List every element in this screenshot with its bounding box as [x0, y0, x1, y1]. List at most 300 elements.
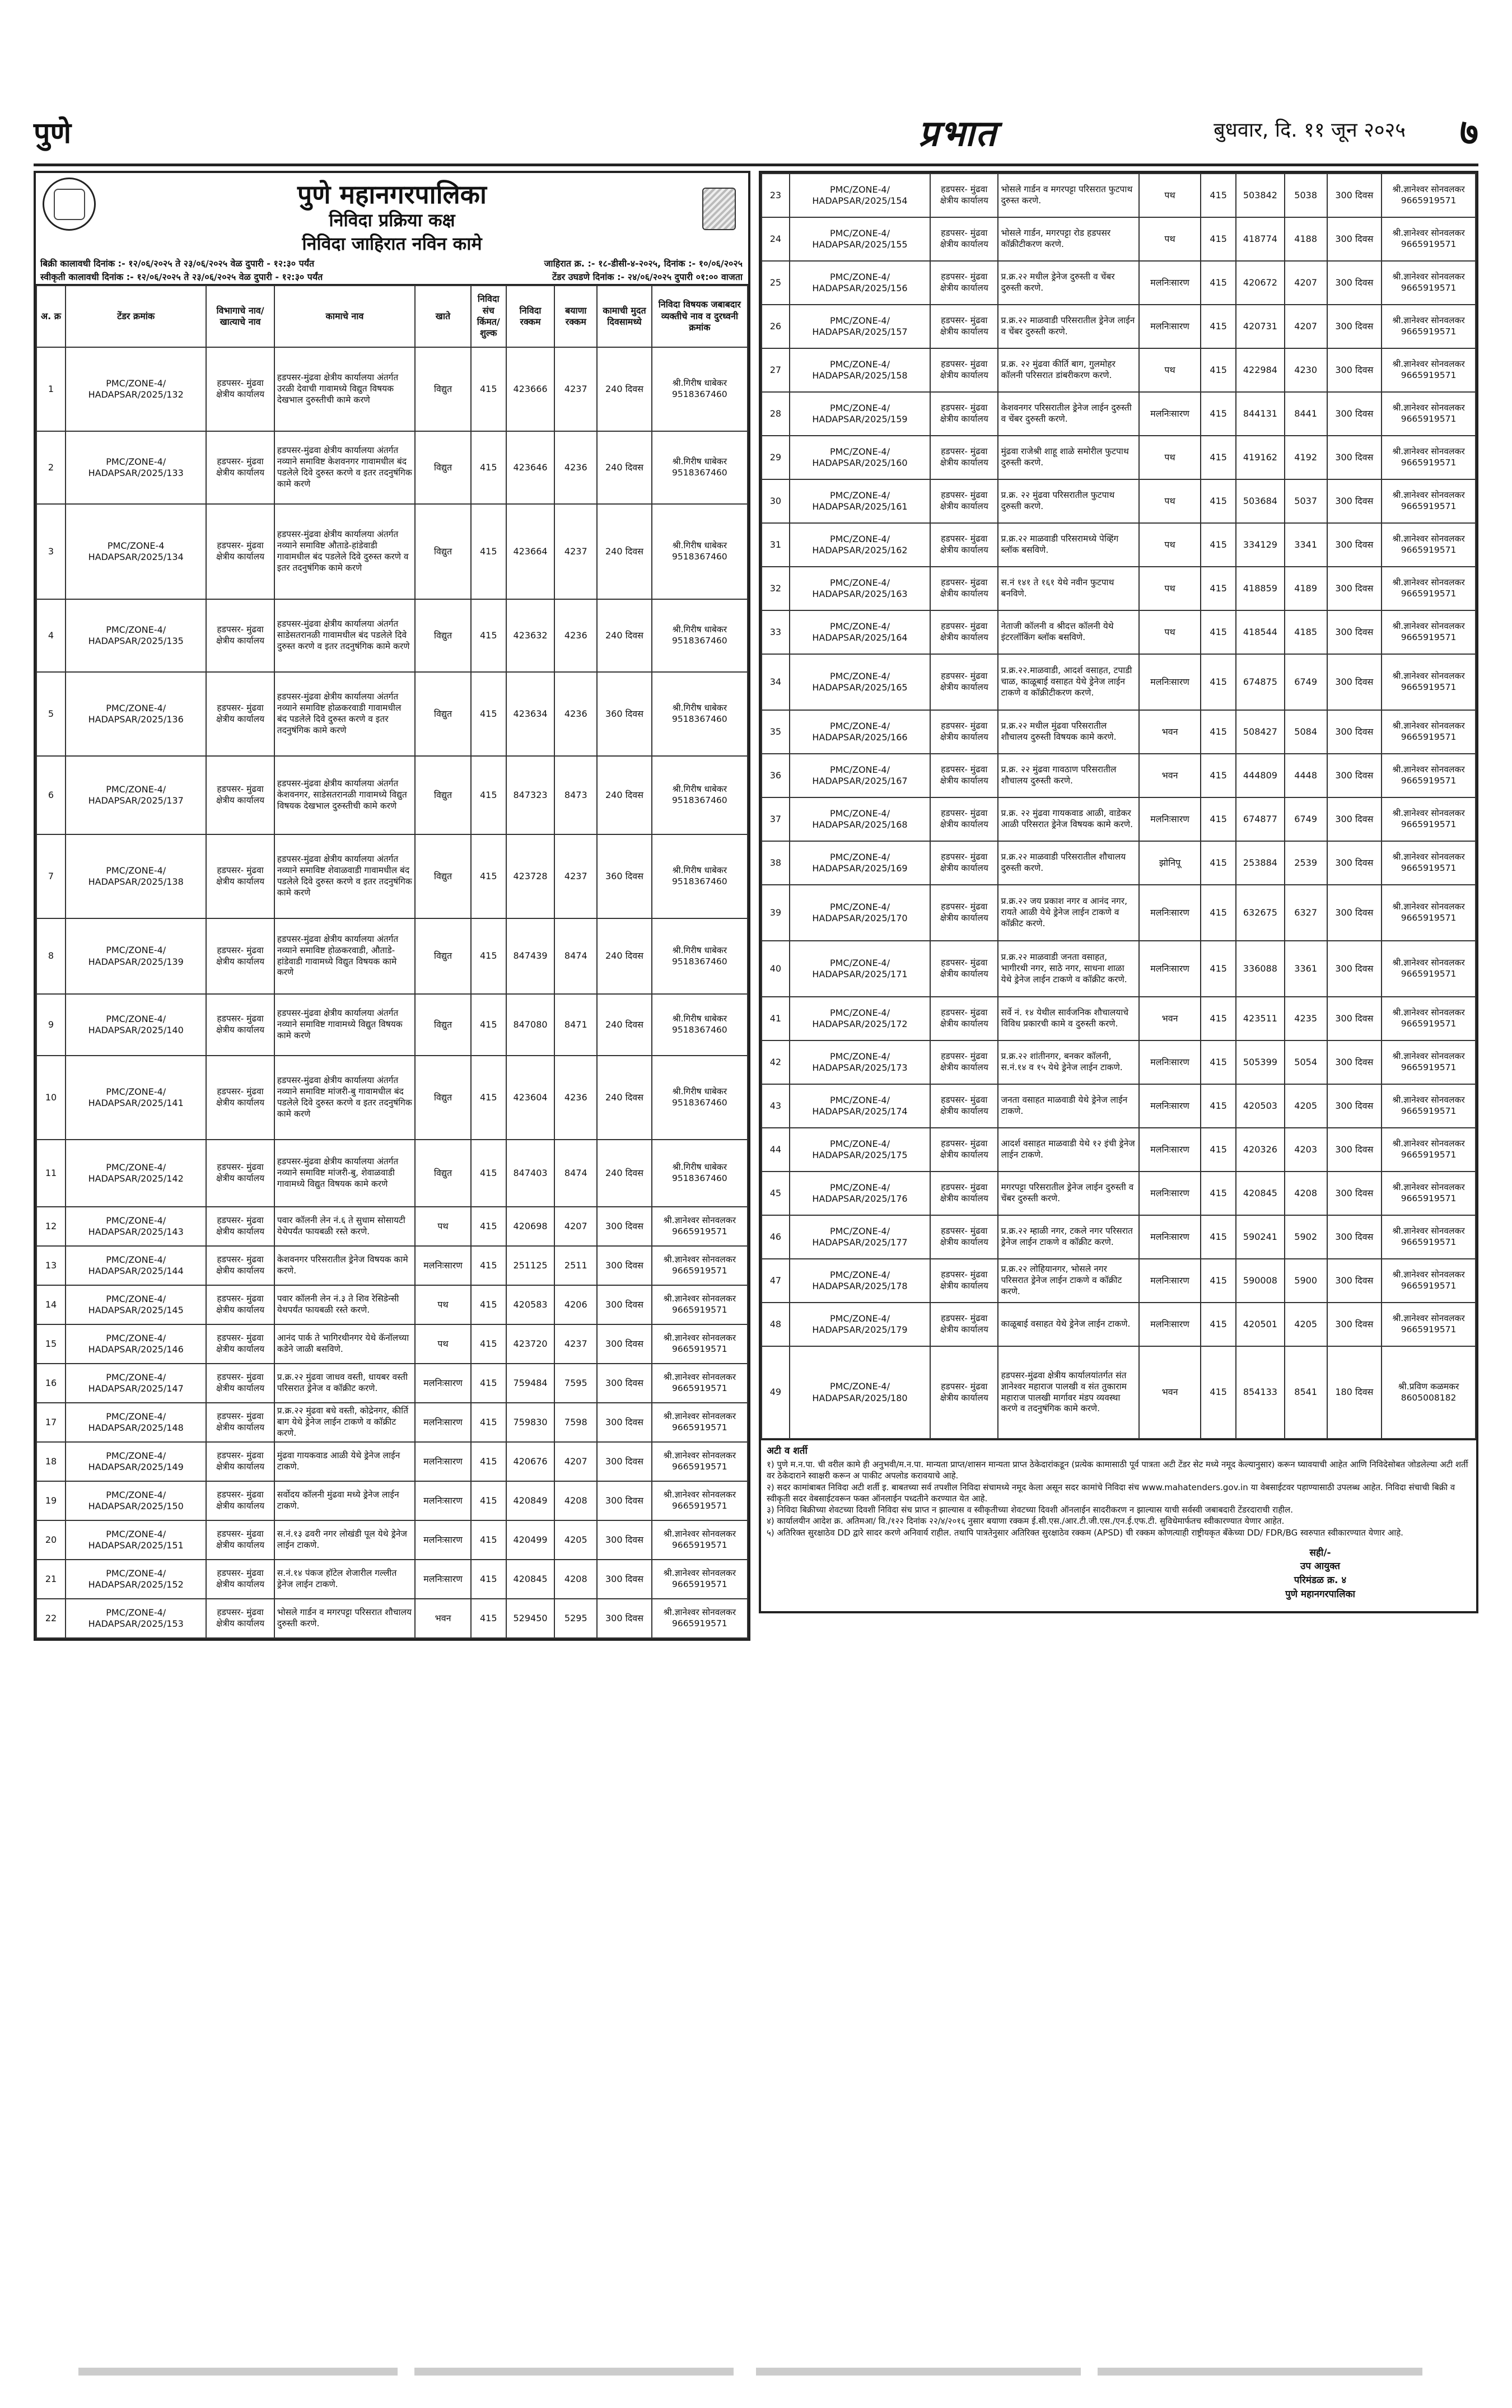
table-row [762, 1084, 1476, 1128]
row-work-name: प्र.क्र.२२ मधील ड्रेनेज दुरुस्ती व चेंबर दुरुस्ती करणे. [998, 261, 1138, 305]
row-serial: 18 [36, 1442, 66, 1481]
table-row [762, 261, 1476, 305]
row-khate: मलनिःसारण [1139, 1172, 1201, 1215]
row-period: 360 दिवस [597, 834, 652, 918]
row-period: 240 दिवस [597, 599, 652, 672]
row-khate: मलनिःसारण [415, 1364, 471, 1403]
row-tender-number: PMC/ZONE-4/ HADAPSAR/2025/149 [66, 1442, 206, 1481]
table-row [36, 1560, 748, 1599]
tender-table-left [36, 285, 748, 1639]
row-period: 300 दिवस [597, 1285, 652, 1324]
notice-header [36, 173, 748, 285]
row-khate: विद्युत [415, 431, 471, 504]
row-period: 300 दिवस [1327, 567, 1382, 610]
row-emd: 8474 [554, 918, 597, 994]
row-emd: 5900 [1285, 1259, 1327, 1303]
row-officer: श्री.ज्ञानेश्वर सोनवलकर 9665919571 [652, 1403, 748, 1442]
row-officer: श्री.ज्ञानेश्वर सोनवलकर 9665919571 [1382, 348, 1476, 392]
row-department: हडपसर- मुंढवा क्षेत्रीय कार्यालय [206, 504, 274, 599]
row-work-name: हडपसर-मुंढवा क्षेत्रीय कार्यालया अंतर्गत नव्याने समाविष्ट गावामध्ये विद्युत विषयक कामे करणे [274, 994, 415, 1056]
row-period: 300 दिवस [1327, 436, 1382, 479]
row-work-name: आदर्श वसाहत माळवाडी येथे १२ इंची ड्रेनेज लाईन टाकणे. [998, 1128, 1138, 1172]
sale-period: बिक्री कालावधी दिनांक :- १२/०६/२०२५ ते २३/०६/२०२५ वेळ दुपारी - १२:३० पर्यंत [40, 258, 315, 269]
tender-notice-right-column [759, 171, 1478, 1613]
table-row [762, 1040, 1476, 1084]
row-department: हडपसर- मुंढवा क्षेत्रीय कार्यालय [206, 1403, 274, 1442]
row-tender-number: PMC/ZONE-4/ HADAPSAR/2025/147 [66, 1364, 206, 1403]
row-officer: श्री.ज्ञानेश्वर सोनवलकर 9665919571 [652, 1560, 748, 1599]
row-work-name: हडपसर-मुंढवा क्षेत्रीय कार्यालयांतर्गत संत ज्ञानेश्वर महाराज पालखी व संत तुकाराम महाराज पालखी मार्गावर मंडप व्यवस्था करणे व तदनुषंगिक कामे करणे. [998, 1346, 1138, 1439]
row-officer: श्री.गिरीष धाबेकर 9518367460 [652, 1056, 748, 1140]
row-period: 240 दिवस [597, 431, 652, 504]
department-name: निविदा प्रक्रिया कक्ष [329, 209, 455, 231]
table-row [36, 347, 748, 431]
row-work-name: प्र.क्र.२२ मुंढवा बधे वस्ती, कोद्रेनगर, कीर्ति बाग येथे ड्रेनेज लाईन टाकणे व कॉक्रीट करणे. [274, 1403, 415, 1442]
row-period: 300 दिवस [1327, 1215, 1382, 1259]
table-row [762, 392, 1476, 436]
row-khate: पथ [415, 1324, 471, 1364]
row-emd: 4188 [1285, 217, 1327, 261]
row-set-price: 415 [471, 994, 506, 1056]
row-emd: 4230 [1285, 348, 1327, 392]
row-officer: श्री.ज्ञानेश्वर सोनवलकर 9665919571 [1382, 174, 1476, 217]
row-serial: 35 [762, 710, 790, 754]
row-tender-number: PMC/ZONE-4/ HADAPSAR/2025/171 [790, 941, 930, 997]
row-period: 300 दिवस [1327, 174, 1382, 217]
row-set-price: 415 [1201, 1215, 1236, 1259]
advertisement-number: जाहिरात क्र. :- १८-डीसी-४-२०२५, दिनांक :- १०/०६/२०२५ [544, 258, 743, 269]
table-row [762, 174, 1476, 217]
term-item: २) सदर कामांबाबत निविदा अटी शर्ती इ. बाबतच्या सर्व तपशील निविदा संचामध्ये नमूद केला असून सदर कामांचे निविदा संच www.mahatenders.gov.in या वेबसाईटवर पहाण्यासाठी उपलब्ध आहेत. निविदा संचाची बिक्री व स्वीकृती सदर वेबसाईटवरून फक्त ऑनलाईन पध्दतीने करण्यात येत आहे. [767, 1482, 1455, 1504]
row-amount: 422984 [1236, 348, 1285, 392]
row-department: हडपसर- मुंढवा क्षेत्रीय कार्यालय [930, 479, 998, 523]
row-amount: 759830 [506, 1403, 555, 1442]
row-officer: श्री.गिरीष धाबेकर 9518367460 [652, 599, 748, 672]
row-emd: 4207 [1285, 261, 1327, 305]
row-department: हडपसर- मुंढवा क्षेत्रीय कार्यालय [206, 1560, 274, 1599]
row-serial: 40 [762, 941, 790, 997]
row-set-price: 415 [471, 1246, 506, 1285]
row-tender-number: PMC/ZONE-4/ HADAPSAR/2025/145 [66, 1285, 206, 1324]
row-serial: 21 [36, 1560, 66, 1599]
row-amount: 759484 [506, 1364, 555, 1403]
row-set-price: 415 [471, 672, 506, 756]
row-work-name: भोसले गार्डन, मगरपट्टा रोड हडपसर कॉक्रीटीकरण करणे. [998, 217, 1138, 261]
table-row [762, 885, 1476, 941]
row-emd: 2539 [1285, 841, 1327, 885]
table-row [762, 997, 1476, 1040]
row-set-price: 415 [1201, 479, 1236, 523]
row-khate: भवन [415, 1599, 471, 1638]
table-header-row [36, 286, 748, 347]
table-row [36, 1140, 748, 1207]
row-officer: श्री.गिरीष धाबेकर 9518367460 [652, 994, 748, 1056]
table-row [36, 1324, 748, 1364]
row-period: 300 दिवस [1327, 523, 1382, 567]
row-set-price: 415 [1201, 1259, 1236, 1303]
row-work-name: प्र.क्र.२२ माळवाडी परिसरातील ड्रेनेज लाईन व चेंबर दुरुस्ती करणे. [998, 305, 1138, 348]
row-amount: 423720 [506, 1324, 555, 1364]
table-row [36, 1481, 748, 1520]
row-amount: 508427 [1236, 710, 1285, 754]
row-tender-number: PMC/ZONE-4/ HADAPSAR/2025/180 [790, 1346, 930, 1439]
row-period: 240 दिवस [597, 994, 652, 1056]
row-work-name: मुंढवा राजेश्री शाहू शाळे समोरील फुटपाथ दुरुस्ती करणे. [998, 436, 1138, 479]
row-amount: 419162 [1236, 436, 1285, 479]
row-tender-number: PMC/ZONE-4/ HADAPSAR/2025/150 [66, 1481, 206, 1520]
row-emd: 6327 [1285, 885, 1327, 941]
row-serial: 32 [762, 567, 790, 610]
row-work-name: हडपसर-मुंढवा क्षेत्रीय कार्यालया अंतर्गत नव्याने समाविष्ट औताडे-हांडेवाडी गावामधील बंद पडलेले दिवे दुरुस्त करणे व इतर तदनुषंगिक कामे करणे [274, 504, 415, 599]
page-number: ७ [1459, 112, 1478, 153]
row-emd: 6749 [1285, 654, 1327, 710]
row-serial: 25 [762, 261, 790, 305]
row-officer: श्री.ज्ञानेश्वर सोनवलकर 9665919571 [1382, 941, 1476, 997]
masthead-rule [34, 164, 1478, 166]
row-period: 300 दिवस [1327, 305, 1382, 348]
organisation-name: पुणे महानगरपालिका [297, 179, 487, 209]
row-set-price: 415 [471, 918, 506, 994]
footer-bar [1098, 2368, 1422, 2376]
row-officer: श्री.ज्ञानेश्वर सोनवलकर 9665919571 [652, 1481, 748, 1520]
row-work-name: केशवनगर परिसरातील ड्रेनेज विषयक कामे करणे. [274, 1246, 415, 1285]
row-department: हडपसर- मुंढवा क्षेत्रीय कार्यालय [930, 1040, 998, 1084]
row-department: हडपसर- मुंढवा क्षेत्रीय कार्यालय [206, 1207, 274, 1246]
row-amount: 423646 [506, 431, 555, 504]
row-work-name: हडपसर-मुंढवा क्षेत्रीय कार्यालया अंतर्गत केशवनगर, साडेसतरानळी गावामध्ये विद्युत विषयक देखभाल दुरुस्तीची कामे करणे [274, 756, 415, 834]
row-serial: 45 [762, 1172, 790, 1215]
row-serial: 2 [36, 431, 66, 504]
row-department: हडपसर- मुंढवा क्षेत्रीय कार्यालय [206, 1140, 274, 1207]
row-tender-number: PMC/ZONE-4/ HADAPSAR/2025/178 [790, 1259, 930, 1303]
row-serial: 29 [762, 436, 790, 479]
row-emd: 5084 [1285, 710, 1327, 754]
row-set-price: 415 [1201, 941, 1236, 997]
row-department: हडपसर- मुंढवा क्षेत्रीय कार्यालय [206, 1520, 274, 1560]
row-work-name: पवार कॉलनी लेन नं.३ ते शिव रेसिडेन्सी येथपर्यंत फायबळी रस्ते करणे. [274, 1285, 415, 1324]
row-department: हडपसर- मुंढवा क्षेत्रीय कार्यालय [206, 1599, 274, 1638]
row-emd: 2511 [554, 1246, 597, 1285]
row-work-name: आनंद पार्क ते भागिरथीनगर येथे कॅनॉलच्या कडेने जाळी बसविणे. [274, 1324, 415, 1364]
row-emd: 4236 [554, 599, 597, 672]
tender-notice-left-column [34, 171, 750, 1641]
row-department: हडपसर- मुंढवा क्षेत्रीय कार्यालय [206, 756, 274, 834]
row-khate: भवन [1139, 1346, 1201, 1439]
row-department: हडपसर- मुंढवा क्षेत्रीय कार्यालय [206, 1056, 274, 1140]
row-emd: 4192 [1285, 436, 1327, 479]
row-period: 300 दिवस [1327, 885, 1382, 941]
row-serial: 20 [36, 1520, 66, 1560]
row-khate: विद्युत [415, 347, 471, 431]
table-row [762, 610, 1476, 654]
row-amount: 423664 [506, 504, 555, 599]
masthead [34, 112, 1478, 157]
row-set-price: 415 [1201, 797, 1236, 841]
row-serial: 33 [762, 610, 790, 654]
table-row [36, 834, 748, 918]
table-row [762, 1128, 1476, 1172]
row-tender-number: PMC/ZONE-4/ HADAPSAR/2025/168 [790, 797, 930, 841]
row-officer: श्री.ज्ञानेश्वर सोनवलकर 9665919571 [652, 1599, 748, 1638]
row-tender-number: PMC/ZONE-4/ HADAPSAR/2025/159 [790, 392, 930, 436]
row-amount: 503684 [1236, 479, 1285, 523]
row-tender-number: PMC/ZONE-4/ HADAPSAR/2025/140 [66, 994, 206, 1056]
row-department: हडपसर- मुंढवा क्षेत्रीय कार्यालय [930, 348, 998, 392]
row-amount: 420845 [1236, 1172, 1285, 1215]
row-amount: 420501 [1236, 1303, 1285, 1346]
table-row [762, 1172, 1476, 1215]
row-khate: मलनिःसारण [1139, 1084, 1201, 1128]
row-period: 300 दिवस [1327, 654, 1382, 710]
signatory-zone: परिमंडळ क्र. ४ [1294, 1575, 1347, 1586]
table-row [762, 654, 1476, 710]
row-department: हडपसर- मुंढवा क्षेत्रीय कार्यालय [206, 431, 274, 504]
row-serial: 27 [762, 348, 790, 392]
row-emd: 4237 [554, 834, 597, 918]
row-set-price: 415 [1201, 305, 1236, 348]
row-department: हडपसर- मुंढवा क्षेत्रीय कार्यालय [206, 834, 274, 918]
row-set-price: 415 [471, 1207, 506, 1246]
row-officer: श्री.ज्ञानेश्वर सोनवलकर 9665919571 [652, 1207, 748, 1246]
row-khate: पथ [415, 1285, 471, 1324]
row-work-name: जनता वसाहत माळवाडी येथे ड्रेनेज लाईन टाकणे. [998, 1084, 1138, 1128]
row-officer: श्री.ज्ञानेश्वर सोनवलकर 9665919571 [1382, 1040, 1476, 1084]
row-officer: श्री.गिरीष धाबेकर 9518367460 [652, 834, 748, 918]
row-tender-number: PMC/ZONE-4/ HADAPSAR/2025/139 [66, 918, 206, 994]
row-khate: विद्युत [415, 834, 471, 918]
tender-opening-date: टेंडर उघडणे दिनांक :- २४/०६/२०२५ दुपारी ०१:०० वाजता [552, 272, 743, 282]
row-emd: 3361 [1285, 941, 1327, 997]
row-department: हडपसर- मुंढवा क्षेत्रीय कार्यालय [930, 1259, 998, 1303]
row-work-name: स.नं.१३ ढवरी नगर लोखंडी पूल येथे ड्रेनेज लाईन टाकणे. [274, 1520, 415, 1560]
row-period: 240 दिवस [597, 1056, 652, 1140]
row-khate: मलनिःसारण [1139, 941, 1201, 997]
row-officer: श्री.ज्ञानेश्वर सोनवलकर 9665919571 [1382, 392, 1476, 436]
row-emd: 4205 [1285, 1084, 1327, 1128]
row-khate: मलनिःसारण [1139, 1215, 1201, 1259]
row-serial: 9 [36, 994, 66, 1056]
row-emd: 3341 [1285, 523, 1327, 567]
table-row [36, 1442, 748, 1481]
row-emd: 5038 [1285, 174, 1327, 217]
row-work-name: सर्वे नं. १४ येथील सार्वजनिक शौचालयाचे विविध प्रकारची कामे व दुरुस्ती करणे. [998, 997, 1138, 1040]
row-amount: 420583 [506, 1285, 555, 1324]
row-serial: 41 [762, 997, 790, 1040]
row-tender-number: PMC/ZONE-4/ HADAPSAR/2025/143 [66, 1207, 206, 1246]
row-officer: श्री.गिरीष धाबेकर 9518367460 [652, 756, 748, 834]
table-row [762, 348, 1476, 392]
row-officer: श्री.ज्ञानेश्वर सोनवलकर 9665919571 [652, 1285, 748, 1324]
row-khate: मलनिःसारण [415, 1481, 471, 1520]
table-row [762, 479, 1476, 523]
row-officer: श्री.गिरीष धाबेकर 9518367460 [652, 1140, 748, 1207]
newspaper-logo: प्रभात [918, 113, 997, 155]
table-row [36, 599, 748, 672]
row-tender-number: PMC/ZONE-4/ HADAPSAR/2025/169 [790, 841, 930, 885]
row-work-name: हडपसर-मुंढवा क्षेत्रीय कार्यालया अंतर्गत उरळी देवाची गावामध्ये विद्युत विषयक देखभाल दुरुस्तीची कामे करणे [274, 347, 415, 431]
table-row [36, 994, 748, 1056]
header-department: विभागाचे नाव/ खात्याचे नाव [206, 286, 274, 347]
row-serial: 36 [762, 754, 790, 797]
row-tender-number: PMC/ZONE-4/ HADAPSAR/2025/153 [66, 1599, 206, 1638]
row-amount: 444809 [1236, 754, 1285, 797]
row-tender-number: PMC/ZONE-4/ HADAPSAR/2025/156 [790, 261, 930, 305]
row-amount: 336088 [1236, 941, 1285, 997]
row-department: हडपसर- मुंढवा क्षेत्रीय कार्यालय [206, 1481, 274, 1520]
row-khate: मलनिःसारण [1139, 1303, 1201, 1346]
row-set-price: 415 [471, 1285, 506, 1324]
table-row [762, 1259, 1476, 1303]
row-period: 240 दिवस [597, 1140, 652, 1207]
row-officer: श्री.ज्ञानेश्वर सोनवलकर 9665919571 [1382, 567, 1476, 610]
row-amount: 503842 [1236, 174, 1285, 217]
row-serial: 19 [36, 1481, 66, 1520]
row-work-name: केशवनगर परिसरातील ड्रेनेज लाईन दुरुस्ती व चेंबर दुरुस्ती करणे. [998, 392, 1138, 436]
row-amount: 674877 [1236, 797, 1285, 841]
row-department: हडपसर- मुंढवा क्षेत्रीय कार्यालय [930, 1128, 998, 1172]
row-amount: 420731 [1236, 305, 1285, 348]
row-khate: विद्युत [415, 918, 471, 994]
row-khate: मलनिःसारण [1139, 885, 1201, 941]
row-work-name: हडपसर-मुंढवा क्षेत्रीय कार्यालया अंतर्गत नव्याने समाविष्ट होळकरवाडी गावामधील बंद पडलेले दिवे दुरुस्त करणे व इतर तदनुषंगिक कामे करणे [274, 672, 415, 756]
row-amount: 418544 [1236, 610, 1285, 654]
table-row [762, 1346, 1476, 1439]
row-khate: मलनिःसारण [415, 1246, 471, 1285]
row-amount: 844131 [1236, 392, 1285, 436]
row-work-name: प्र.क्र.२२ मधील मुंढवा परिसरातील शौचालय दुरुस्ती विषयक कामे करणे. [998, 710, 1138, 754]
row-emd: 4207 [554, 1442, 597, 1481]
row-tender-number: PMC/ZONE-4/ HADAPSAR/2025/154 [790, 174, 930, 217]
row-period: 360 दिवस [597, 672, 652, 756]
row-emd: 4236 [554, 672, 597, 756]
row-emd: 4205 [1285, 1303, 1327, 1346]
row-amount: 420499 [506, 1520, 555, 1560]
row-department: हडपसर- मुंढवा क्षेत्रीय कार्यालय [206, 1285, 274, 1324]
row-serial: 28 [762, 392, 790, 436]
row-set-price: 415 [471, 1560, 506, 1599]
issue-date: बुधवार, दि. ११ जून २०२५ [1214, 119, 1406, 142]
header-khate: खाते [415, 286, 471, 347]
row-department: हडपसर- मुंढवा क्षेत्रीय कार्यालय [930, 654, 998, 710]
row-amount: 334129 [1236, 523, 1285, 567]
row-work-name: काळूबाई वसाहत येथे ड्रेनेज लाईन टाकणे. [998, 1303, 1138, 1346]
row-period: 300 दिवस [1327, 1040, 1382, 1084]
row-officer: श्री.ज्ञानेश्वर सोनवलकर 9665919571 [1382, 610, 1476, 654]
signature-block [761, 1538, 1476, 1612]
row-tender-number: PMC/ZONE-4/ HADAPSAR/2025/167 [790, 754, 930, 797]
row-department: हडपसर- मुंढवा क्षेत्रीय कार्यालय [930, 217, 998, 261]
notice-title: निविदा जाहिरात नविन कामे [302, 233, 482, 254]
row-period: 300 दिवस [1327, 710, 1382, 754]
row-emd: 4208 [1285, 1172, 1327, 1215]
row-emd: 5054 [1285, 1040, 1327, 1084]
row-amount: 420676 [506, 1442, 555, 1481]
row-period: 300 दिवस [1327, 1128, 1382, 1172]
row-emd: 4203 [1285, 1128, 1327, 1172]
row-period: 300 दिवस [597, 1403, 652, 1442]
row-set-price: 415 [471, 1324, 506, 1364]
row-set-price: 415 [1201, 523, 1236, 567]
row-officer: श्री.ज्ञानेश्वर सोनवलकर 9665919571 [652, 1364, 748, 1403]
row-department: हडपसर- मुंढवा क्षेत्रीय कार्यालय [206, 1364, 274, 1403]
row-officer: श्री.ज्ञानेश्वर सोनवलकर 9665919571 [1382, 654, 1476, 710]
row-officer: श्री.ज्ञानेश्वर सोनवलकर 9665919571 [1382, 754, 1476, 797]
row-department: हडपसर- मुंढवा क्षेत्रीय कार्यालय [930, 710, 998, 754]
row-serial: 30 [762, 479, 790, 523]
row-khate: पथ [1139, 348, 1201, 392]
row-work-name: स.नं.१४ पंकज हॉटेल शेजारील गल्लीत ड्रेनेज लाईन टाकणे. [274, 1560, 415, 1599]
row-emd: 4208 [554, 1481, 597, 1520]
row-period: 300 दिवस [1327, 261, 1382, 305]
footer-bar [78, 2368, 398, 2376]
row-serial: 11 [36, 1140, 66, 1207]
row-set-price: 415 [1201, 1128, 1236, 1172]
row-set-price: 415 [1201, 392, 1236, 436]
row-serial: 13 [36, 1246, 66, 1285]
row-amount: 420672 [1236, 261, 1285, 305]
row-department: हडपसर- मुंढवा क्षेत्रीय कार्यालय [930, 754, 998, 797]
row-tender-number: PMC/ZONE-4/ HADAPSAR/2025/164 [790, 610, 930, 654]
row-set-price: 415 [471, 1364, 506, 1403]
table-row [762, 1215, 1476, 1259]
row-emd: 4236 [554, 1056, 597, 1140]
tender-rows-left [36, 347, 748, 1638]
row-period: 300 दिवस [597, 1520, 652, 1560]
row-period: 300 दिवस [1327, 797, 1382, 841]
row-period: 300 दिवस [1327, 1259, 1382, 1303]
row-serial: 1 [36, 347, 66, 431]
row-period: 180 दिवस [1327, 1346, 1382, 1439]
row-amount: 253884 [1236, 841, 1285, 885]
row-khate: पथ [1139, 217, 1201, 261]
row-emd: 4207 [554, 1207, 597, 1246]
table-row [762, 710, 1476, 754]
row-khate: झोनिपू [1139, 841, 1201, 885]
row-period: 300 दिवस [1327, 217, 1382, 261]
footer-bar [414, 2368, 734, 2376]
row-emd: 4205 [554, 1520, 597, 1560]
row-officer: श्री.ज्ञानेश्वर सोनवलकर 9665919571 [1382, 710, 1476, 754]
row-serial: 12 [36, 1207, 66, 1246]
header-tender-number: टेंडर क्रमांक [66, 286, 206, 347]
row-khate: मलनिःसारण [1139, 1128, 1201, 1172]
row-work-name: सर्वोदय कॉलनी मुंढवा मध्ये ड्रेनेज लाईन टाकणे. [274, 1481, 415, 1520]
row-khate: पथ [1139, 523, 1201, 567]
row-khate: मलनिःसारण [1139, 392, 1201, 436]
row-department: हडपसर- मुंढवा क्षेत्रीय कार्यालय [930, 797, 998, 841]
row-amount: 590241 [1236, 1215, 1285, 1259]
row-officer: श्री.प्रविण कळमकर 8605008182 [1382, 1346, 1476, 1439]
row-officer: श्री.ज्ञानेश्वर सोनवलकर 9665919571 [1382, 436, 1476, 479]
table-row [762, 941, 1476, 997]
row-amount: 423604 [506, 1056, 555, 1140]
table-row [762, 567, 1476, 610]
row-officer: श्री.ज्ञानेश्वर सोनवलकर 9665919571 [1382, 523, 1476, 567]
table-row [36, 918, 748, 994]
row-tender-number: PMC/ZONE-4/ HADAPSAR/2025/135 [66, 599, 206, 672]
row-emd: 4189 [1285, 567, 1327, 610]
row-set-price: 415 [471, 756, 506, 834]
row-khate: विद्युत [415, 994, 471, 1056]
row-emd: 4206 [554, 1285, 597, 1324]
row-period: 300 दिवस [597, 1442, 652, 1481]
row-department: हडपसर- मुंढवा क्षेत्रीय कार्यालय [930, 885, 998, 941]
row-officer: श्री.गिरीष धाबेकर 9518367460 [652, 347, 748, 431]
row-khate: पथ [415, 1207, 471, 1246]
row-department: हडपसर- मुंढवा क्षेत्रीय कार्यालय [206, 347, 274, 431]
row-department: हडपसर- मुंढवा क्षेत्रीय कार्यालय [930, 1084, 998, 1128]
row-tender-number: PMC/ZONE-4/ HADAPSAR/2025/165 [790, 654, 930, 710]
